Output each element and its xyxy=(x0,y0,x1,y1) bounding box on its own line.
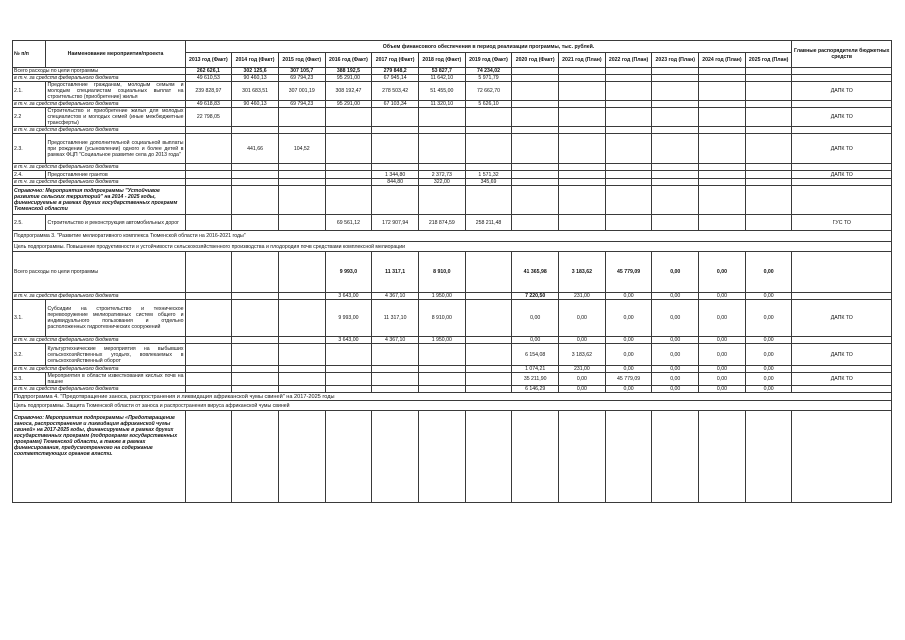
table-row xyxy=(13,215,892,231)
cell-value: 441,66 xyxy=(232,134,279,164)
cell-value: 67 103,34 xyxy=(372,101,419,108)
cell-value: 1 950,00 xyxy=(418,337,465,344)
subprogram-goal: Цель подпрограммы. Защита Тюменской области от заноса и распространения вируса африканской чумы свиней xyxy=(13,401,892,411)
cell-value: 22 798,05 xyxy=(185,108,232,127)
row-name: Мероприятия в области известкования кислых почв на пашне xyxy=(47,373,184,385)
cell-value: 2 372,73 xyxy=(418,171,465,179)
cell-value: 7 220,50 xyxy=(512,293,559,300)
row-number: 2.1. xyxy=(13,82,46,101)
cell-value: 844,80 xyxy=(372,179,419,186)
row-distributor: ДАПК ТО xyxy=(792,171,892,179)
row-label: в т.ч. за средств федерального бюджета xyxy=(13,366,186,373)
cell-value: 388 192,5 xyxy=(325,68,372,75)
cell-value: 258 211,48 xyxy=(465,215,512,231)
cell-value: 0,00 xyxy=(745,366,792,373)
cell-value: 0,00 xyxy=(652,366,699,373)
cell-value: 49 610,53 xyxy=(185,75,232,82)
cell-value: 41 365,98 xyxy=(512,252,559,293)
cell-value: 0,00 xyxy=(699,293,746,300)
cell-value: 1 074,21 xyxy=(512,366,559,373)
cell-value: 0,00 xyxy=(559,300,606,337)
row-name: Предоставление гражданам, молодым семьям и молодым специалистам социальных выплат на строительство (приобретение) жилья xyxy=(47,82,184,100)
row-label: Всего расходы по цели программы xyxy=(13,68,186,75)
cell-value: 218 874,59 xyxy=(418,215,465,231)
row-label: в т.ч. за средств федерального бюджета xyxy=(13,75,186,82)
year-header: 2014 год (Факт) xyxy=(232,53,279,68)
cell-value: 11 320,10 xyxy=(418,101,465,108)
row-distributor: ДАПК ТО xyxy=(792,82,892,101)
row-distributor: ГУС ТО xyxy=(792,215,892,231)
table-row xyxy=(13,366,892,373)
cell-value: 0,00 xyxy=(605,293,652,300)
cell-value: 3 183,62 xyxy=(559,344,606,366)
cell-value: 104,52 xyxy=(278,134,325,164)
cell-value: 35 211,90 xyxy=(512,373,559,386)
cell-value: 262 626,1 xyxy=(185,68,232,75)
cell-value: 8 910,0 xyxy=(418,252,465,293)
cell-value: 0,00 xyxy=(699,373,746,386)
row-name: Субсидии на строительство и техническое перевооружение мелиоративных систем общего и индивидуального пользования и отдельно расположенных гидротехнических сооружений xyxy=(46,300,185,337)
cell-value: 0,00 xyxy=(652,337,699,344)
cell-value: 74 234,02 xyxy=(465,68,512,75)
cell-value: 0,00 xyxy=(699,366,746,373)
row-name: Предоставление дополнительной социальной выплаты при рождении (усыновлении) одного и более детей в рамках ФЦП "Социальное развитие села до 2013 года" xyxy=(46,134,185,164)
cell-value: 0,00 xyxy=(652,300,699,337)
cell-value: 0,00 xyxy=(699,337,746,344)
cell-value: 8 910,00 xyxy=(418,300,465,337)
row-distributor: ДАПК ТО xyxy=(792,134,892,164)
row-number: 2.2 xyxy=(13,108,46,127)
cell-value: 172 907,94 xyxy=(372,215,419,231)
cell-value: 0,00 xyxy=(699,386,746,393)
cell-value: 3 643,00 xyxy=(325,293,372,300)
table-row xyxy=(13,75,892,82)
table-row xyxy=(13,337,892,344)
year-header: 2022 год (План) xyxy=(605,53,652,68)
year-header: 2025 год (План) xyxy=(745,53,792,68)
table-row xyxy=(13,127,892,134)
cell-value: 45 779,09 xyxy=(605,373,652,386)
cell-value: 49 618,83 xyxy=(185,101,232,108)
table-row xyxy=(13,344,892,366)
cell-value: 308 192,47 xyxy=(325,82,372,101)
table-row xyxy=(13,108,892,127)
cell-value: 95 291,00 xyxy=(325,101,372,108)
subprogram-title: Подпрограмма 3. "Развитие мелиоративного комплекса Тюменской области на 2016-2021 годы" xyxy=(13,231,892,242)
section-row xyxy=(13,393,892,401)
cell-value: 0,00 xyxy=(512,337,559,344)
year-header: 2017 год (Факт) xyxy=(372,53,419,68)
row-label: в т.ч. за средств федерального бюджета xyxy=(13,164,186,171)
cell-value: 45 779,09 xyxy=(605,252,652,293)
cell-value: 0,00 xyxy=(605,344,652,366)
row-number: 2.4. xyxy=(13,171,46,179)
year-header: 2018 год (Факт) xyxy=(418,53,465,68)
cell-value: 11 317,10 xyxy=(372,300,419,337)
row-label: в т.ч. за средств федерального бюджета xyxy=(13,386,186,393)
year-header: 2015 год (Факт) xyxy=(278,53,325,68)
cell-value: 69 561,12 xyxy=(325,215,372,231)
row-distributor: ДАПК ТО xyxy=(792,344,892,366)
cell-value: 51 455,00 xyxy=(418,82,465,101)
cell-value: 0,00 xyxy=(605,366,652,373)
row-distributor: ДАПК ТО xyxy=(792,108,892,127)
cell-value: 95 291,00 xyxy=(325,75,372,82)
section-row xyxy=(13,242,892,252)
cell-value: 0,00 xyxy=(605,337,652,344)
cell-value: 0,00 xyxy=(745,337,792,344)
row-name: Строительство и приобретение жилья для молодых специалистов и молодых семей (иные межбюджетные трансферты) xyxy=(47,108,184,126)
year-header: 2013 год (Факт) xyxy=(185,53,232,68)
cell-value: 6 146,29 xyxy=(512,386,559,393)
table-row xyxy=(13,411,892,503)
cell-value: 301 683,51 xyxy=(232,82,279,101)
row-distributor: ДАПК ТО xyxy=(792,300,892,337)
table-row xyxy=(13,373,892,386)
table-row xyxy=(13,68,892,75)
year-header: 2019 год (Факт) xyxy=(465,53,512,68)
row-label: в т.ч. за средств федерального бюджета xyxy=(13,337,186,344)
col-funding-header: Объем финансового обеспечения в период реализации программы, тыс. рублей. xyxy=(185,41,792,53)
year-header: 2020 год (Факт) xyxy=(512,53,559,68)
table-row xyxy=(13,171,892,179)
reference-note: Справочно: Мероприятия подпрограммы «Предотвращение заноса, распространения и ликвидация африканской чумы свиней» на 2017-2025 годы, финансируемые в рамках других государственных программ (подпрограмм государственных программ) Тюменской области, а также в рамках финансирования, предусмотренного на содержание соответствующих органов власти. xyxy=(13,411,186,503)
cell-value: 307 001,19 xyxy=(278,82,325,101)
row-label: в т.ч. за средств федерального бюджета xyxy=(13,179,186,186)
col-num-header: № п/п xyxy=(13,41,46,68)
year-header: 2023 год (План) xyxy=(652,53,699,68)
cell-value: 11 317,1 xyxy=(372,252,419,293)
cell-value: 231,00 xyxy=(559,366,606,373)
row-distributor: ДАПК ТО xyxy=(792,373,892,386)
table-row xyxy=(13,293,892,300)
cell-value: 0,00 xyxy=(745,293,792,300)
cell-value: 0,00 xyxy=(559,337,606,344)
cell-value: 11 642,10 xyxy=(418,75,465,82)
row-name: Предоставление грантов xyxy=(46,171,185,179)
cell-value: 307 105,7 xyxy=(278,68,325,75)
table-row xyxy=(13,186,892,215)
cell-value: 0,00 xyxy=(605,386,652,393)
row-label: Всего расходы по цели программы xyxy=(13,252,186,293)
cell-value: 53 827,7 xyxy=(418,68,465,75)
cell-value: 0,00 xyxy=(605,300,652,337)
cell-value: 9 993,00 xyxy=(325,300,372,337)
cell-value: 69 794,23 xyxy=(278,101,325,108)
cell-value: 302 125,6 xyxy=(232,68,279,75)
cell-value: 6 154,08 xyxy=(512,344,559,366)
cell-value: 1 950,00 xyxy=(418,293,465,300)
table-row xyxy=(13,134,892,164)
table-row xyxy=(13,179,892,186)
cell-value: 0,00 xyxy=(699,252,746,293)
row-name: Строительство и реконструкция автомобильных дорог xyxy=(46,215,185,231)
cell-value: 4 367,10 xyxy=(372,293,419,300)
cell-value: 4 367,10 xyxy=(372,337,419,344)
cell-value: 5 971,79 xyxy=(465,75,512,82)
cell-value: 67 945,14 xyxy=(372,75,419,82)
cell-value: 0,00 xyxy=(652,344,699,366)
cell-value: 69 794,23 xyxy=(278,75,325,82)
cell-value: 0,00 xyxy=(745,252,792,293)
year-header: 2024 год (План) xyxy=(699,53,746,68)
funding-table xyxy=(12,40,892,503)
reference-note: Справочно: Мероприятия подпрограммы "Устойчивое развитие сельских территорий" на 2014 - 2025 годы, финансируемые в рамках других государственных программ Тюменской области xyxy=(13,186,186,215)
table-row xyxy=(13,101,892,108)
row-label: в т.ч. за средств федерального бюджета xyxy=(13,127,186,134)
cell-value: 0,00 xyxy=(745,300,792,337)
cell-value: 231,00 xyxy=(559,293,606,300)
subprogram-goal: Цель подпрограммы. Повышение продуктивности и устойчивости сельскохозяйственного производства и плодородия почв средствами комплексной мелиорации xyxy=(13,242,892,252)
cell-value: 90 460,13 xyxy=(232,101,279,108)
row-label: в т.ч. за средств федерального бюджета xyxy=(13,101,186,108)
row-number: 2.3. xyxy=(13,134,46,164)
cell-value: 0,00 xyxy=(745,344,792,366)
cell-value: 0,00 xyxy=(559,386,606,393)
row-label: в т.ч. за средств федерального бюджета xyxy=(13,293,186,300)
cell-value: 0,00 xyxy=(559,373,606,386)
table-row xyxy=(13,300,892,337)
cell-value: 345,69 xyxy=(465,179,512,186)
cell-value: 0,00 xyxy=(699,300,746,337)
table-row xyxy=(13,252,892,293)
cell-value: 0,00 xyxy=(745,386,792,393)
section-row xyxy=(13,401,892,411)
row-number: 3.1. xyxy=(13,300,46,337)
cell-value: 5 626,10 xyxy=(465,101,512,108)
cell-value: 0,00 xyxy=(652,252,699,293)
cell-value: 3 183,62 xyxy=(559,252,606,293)
year-header: 2021 год (План) xyxy=(559,53,606,68)
row-number: 2.5. xyxy=(13,215,46,231)
cell-value: 0,00 xyxy=(699,344,746,366)
cell-value: 0,00 xyxy=(652,293,699,300)
col-distributor-header: Главные распорядители бюджетных средств xyxy=(792,41,892,68)
cell-value: 0,00 xyxy=(512,300,559,337)
table-row xyxy=(13,386,892,393)
cell-value: 9 993,0 xyxy=(325,252,372,293)
cell-value: 279 848,2 xyxy=(372,68,419,75)
cell-value: 278 503,42 xyxy=(372,82,419,101)
cell-value: 239 828,97 xyxy=(185,82,232,101)
cell-value: 0,00 xyxy=(652,386,699,393)
row-number: 3.2. xyxy=(13,344,46,366)
col-name-header: Наименование мероприятия/проекта xyxy=(46,41,185,68)
table-row xyxy=(13,82,892,101)
cell-value: 322,00 xyxy=(418,179,465,186)
cell-value: 0,00 xyxy=(652,373,699,386)
cell-value: 72 662,70 xyxy=(465,82,512,101)
cell-value: 90 460,13 xyxy=(232,75,279,82)
row-number: 3.3. xyxy=(13,373,46,386)
cell-value: 1 571,32 xyxy=(465,171,512,179)
table-row xyxy=(13,164,892,171)
year-header: 2016 год (Факт) xyxy=(325,53,372,68)
cell-value: 0,00 xyxy=(745,373,792,386)
section-row xyxy=(13,231,892,242)
cell-value: 3 643,00 xyxy=(325,337,372,344)
header-row-1 xyxy=(13,41,892,53)
subprogram-title: Подпрограмма 4. "Предотвращение заноса, распространения и ликвидация африканской чумы свиней" на 2017-2025 годы xyxy=(13,393,892,401)
cell-value: 1 344,80 xyxy=(372,171,419,179)
row-name: Культуртехнические мероприятия на выбывших сельскохозяйственных угодьях, вовлекаемых в сельскохозяйственный оборот xyxy=(47,345,184,364)
